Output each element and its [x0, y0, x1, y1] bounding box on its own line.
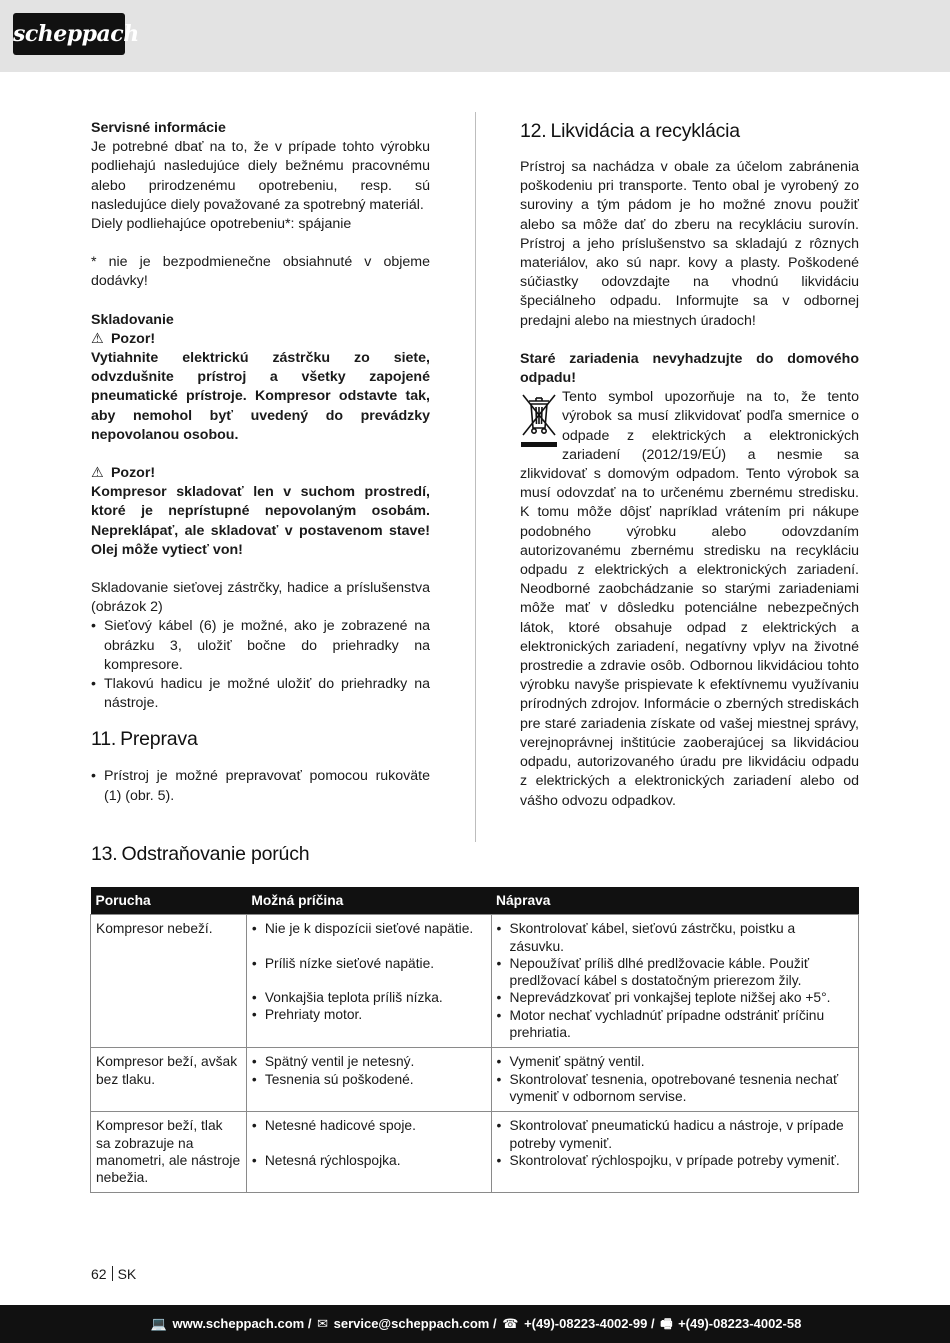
list-item: • Netesné hadicové spoje. — [252, 1117, 486, 1134]
service-heading: Servisné informácie — [91, 120, 226, 136]
list-item: • Skontrolovať pneumatickú hadicu a nástroje, v prípade potreby vymeniť. — [497, 1117, 853, 1152]
email-icon: ✉ — [317, 1316, 328, 1331]
old-devices-heading: Staré zariadenia nevyhadzujte do domového odpadu! — [520, 350, 859, 387]
page-footer: 💻 www.scheppach.com / ✉ service@scheppach.com / ☎ +(49)-08223-4002-99 / 🖷 +(49)-08223-4002-58 — [0, 1305, 950, 1343]
weee-block — [520, 388, 859, 810]
phone-icon: ☎ — [502, 1316, 519, 1331]
column-divider — [475, 112, 476, 842]
cause-cell — [246, 915, 491, 1048]
list-item: • Príliš nízke sieťové napätie. — [252, 955, 486, 972]
warning-1-title: ⚠ Pozor! — [91, 330, 430, 349]
footnote: * nie je bezpodmienečne obsiahnuté v objeme dodávky! — [91, 254, 430, 290]
section-13-title: 13. Odstraňovanie porúch — [91, 843, 310, 865]
remedy-cell — [491, 1112, 858, 1193]
list-item: • Tesnenia sú poškodené. — [252, 1071, 486, 1088]
cause-cell — [246, 1112, 491, 1193]
section-12-title: 12. Likvidácia a recyklácia — [520, 120, 740, 142]
warning-triangle-icon: ⚠ — [91, 330, 104, 347]
list-item: • Vymeniť spätný ventil. — [497, 1053, 853, 1070]
remedy-cell — [491, 1048, 858, 1112]
list-item: • Skontrolovať tesnenia, opotrebované tesnenia nechať vymeniť v odbornom servise. — [497, 1071, 853, 1106]
list-item: • Vonkajšia teplota príliš nízka. — [252, 989, 486, 1006]
fault-cell: Kompresor beží, avšak bez tlaku. — [91, 1048, 247, 1112]
list-item: • Nepoužívať príliš dlhé predlžovacie káble. Použiť predlžovací kábel s dostatočným prierezom žily. — [497, 955, 853, 990]
list-item: • Netesná rýchlospojka. — [252, 1152, 486, 1169]
warning-2-text: Kompresor skladovať len v suchom prostredí, ktoré je neprístupné nepovolaným osobám. Nepreklápať, ale skladovať v postavenom stave! Olej môže vytiecť von! — [91, 484, 430, 558]
weee-text: Tento symbol upozorňuje na to, že tento výrobok sa musí zlikvidovať podľa smernice o odpade z elektrických a elektronických zariadení (2012/19/EÚ) a nesmie sa zlikvidovať s domovým odpadom. Tento výrobok sa musí odovzdať na to určenému zbernému stredisku. K tomu môže dôjsť napríklad vrátením pri nákupe podobného výrobku alebo odovzdaním autorizovanému zbernému stredisku na recykláciu odpadu z elektrických a elektronických zariadení. Neodborné zaobchádzanie so starými zariadeniami môže mať v dôsledku potenciálne nebezpečných látok, ktoré obsahuje odpad z elektrických a elektronických zariadení, negatívny vplyv na životné prostredie a zdravie osôb. Odbornou likvidáciou tohto výrobku navyše prispievate k efektívnemu využívaniu prírodných zdrojov. Informácie o zberných strediskách pre staré zariadenia získate od vašej miestnej správy, verejnoprávnej inštitúcie zaoberajúcej sa likvidáciou odpadu, autorizovaného úradu pre likvidáciu odpadu z elektrických a elektronických zariadení alebo od vášho odvozu odpadkov. — [520, 389, 859, 809]
fault-cell: Kompresor beží, tlak sa zobrazuje na manometri, ale nástroje nebežia. — [91, 1112, 247, 1193]
list-item: • Skontrolovať kábel, sieťovú zástrčku, poistku a zásuvku. — [497, 920, 853, 955]
list-item: • Tlakovú hadicu je možné uložiť do priehradky na nástroje. — [91, 675, 430, 713]
section-11-title: 11. Preprava — [91, 728, 198, 751]
page-header — [0, 0, 950, 72]
list-item: • Neprevádzkovať pri vonkajšej teplote nižšej ako +5°. — [497, 989, 853, 1006]
wear-parts: Diely podliehajúce opotrebeniu*: spájanie — [91, 216, 352, 233]
col-header-cause: Možná príčina — [246, 887, 491, 915]
footer-fax: +(49)-08223-4002-58 — [678, 1316, 802, 1331]
footer-email[interactable]: service@scheppach.com — [333, 1316, 490, 1331]
col-header-fault: Porucha — [91, 887, 247, 915]
storage-plug-text: Skladovanie sieťovej zástrčky, hadice a príslušenstva (obrázok 2) — [91, 580, 430, 616]
recycle-text: Prístroj sa nachádza v obale za účelom zabránenia poškodeniu pri transporte. Tento obal je vyrobený zo suroviny a tým pádom je ho možné znovu použiť alebo sa môže dať do zberu na recykláciu surovín. Prístroj a jeho príslušenstvo sa skladajú z rôznych materiálov, ako sú napr. kovy a plasty. Poškodené súčiastky odovzdajte na vhodnú likvidáciu špeciálneho odpadu. Informujte sa v odbornej predajni alebo na miestnych úradoch! — [520, 159, 859, 329]
col-header-remedy: Náprava — [491, 887, 858, 915]
list-item: • Prehriaty motor. — [252, 1006, 486, 1023]
scheppach-logo: scheppach — [13, 13, 125, 55]
troubleshooting-table — [90, 887, 859, 1193]
footer-web[interactable]: www.scheppach.com — [172, 1316, 305, 1331]
table-row — [91, 1048, 859, 1112]
list-item: • Prístroj je možné prepravovať pomocou rukoväte (1) (obr. 5). — [91, 767, 430, 805]
left-column — [91, 119, 430, 806]
footer-phone: +(49)-08223-4002-99 — [524, 1316, 648, 1331]
right-column — [520, 119, 859, 811]
service-text: Je potrebné dbať na to, že v prípade tohto výrobku podliehajú nasledujúce diely bežnému pracovnému alebo prirodzenému opotrebeniu, resp. sú nasledujúce diely považované za spotrebný materiál. — [91, 139, 430, 213]
warning-1-text: Vytiahnite elektrickú zástrčku zo siete, odvzdušnite prístroj a všetky zapojené pneumatické prístroje. Kompresor odstavte tak, aby nemohol byť uvedený do prevádzky nepovolanou osobou. — [91, 350, 430, 443]
remedy-cell — [491, 915, 858, 1048]
storage-heading: Skladovanie — [91, 311, 174, 328]
table-header-row — [91, 887, 859, 915]
crossed-bin-icon — [520, 392, 558, 450]
fax-icon: 🖷 — [660, 1316, 673, 1331]
computer-icon: 💻 — [150, 1316, 167, 1331]
list-item: • Skontrolovať rýchlospojku, v prípade potreby vymeniť. — [497, 1152, 853, 1169]
table-row — [91, 915, 859, 1048]
fault-cell: Kompresor nebeží. — [91, 915, 247, 1048]
cause-cell — [246, 1048, 491, 1112]
table-row — [91, 1112, 859, 1193]
warning-2-title: ⚠ Pozor! — [91, 464, 430, 483]
warning-triangle-icon: ⚠ — [91, 465, 104, 482]
list-item: • Nie je k dispozícii sieťové napätie. — [252, 920, 486, 937]
storage-list — [91, 617, 430, 713]
list-item: • Sieťový kábel (6) je možné, ako je zobrazené na obrázku 3, uložiť bočne do priehradky na kompresore. — [91, 617, 430, 675]
list-item: • Spätný ventil je netesný. — [252, 1053, 486, 1070]
list-item: • Motor nechať vychladnúť prípadne odstrániť príčinu prehriatia. — [497, 1007, 853, 1042]
transport-list — [91, 767, 430, 805]
page-number: 62 SK — [91, 1266, 137, 1282]
